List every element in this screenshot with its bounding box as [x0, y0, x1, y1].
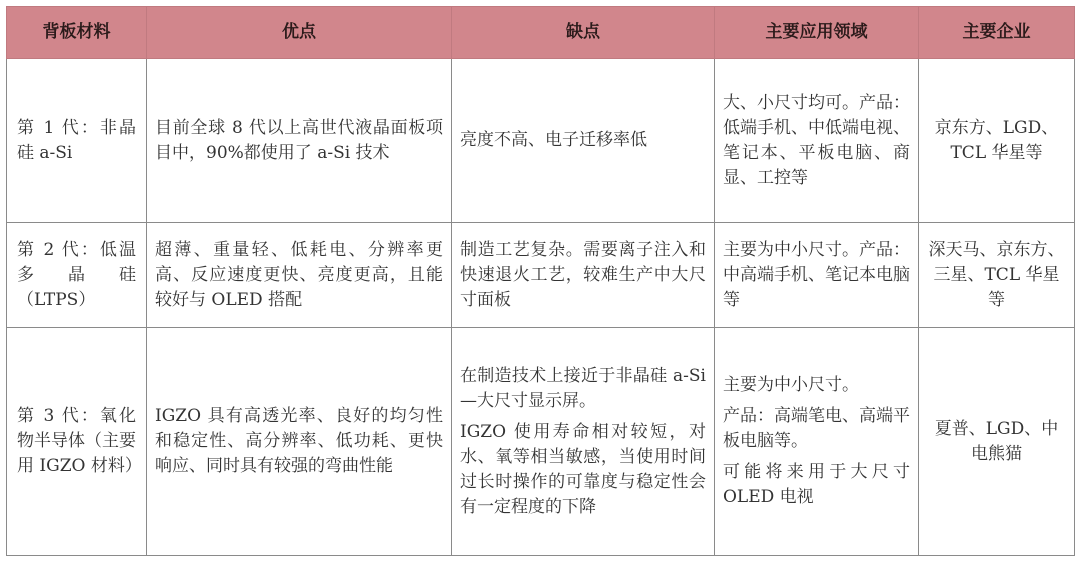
table-row — [7, 223, 1075, 328]
applications-text: 产品：高端笔电、高端平板电脑等。 — [723, 406, 910, 451]
applications-cell — [715, 59, 919, 223]
cons-cell — [452, 328, 715, 556]
cons-text: 亮度不高、电子迁移率低 — [460, 130, 647, 150]
cons-cell — [452, 59, 715, 223]
pros-cell — [147, 59, 452, 223]
applications-cell — [715, 223, 919, 328]
generation-cell: 第 1 代：非晶硅 a-Si — [7, 59, 147, 223]
generation-cell: 第 2 代：低温多晶硅（LTPS） — [7, 223, 147, 328]
pros-cell — [147, 223, 452, 328]
applications-text: 主要为中小尺寸。 — [723, 375, 859, 395]
table-row — [7, 59, 1075, 223]
companies-cell: 京东方、LGD、TCL 华星等 — [919, 59, 1075, 223]
applications-cell — [715, 328, 919, 556]
header-advantages: 优点 — [147, 7, 452, 59]
companies-cell: 夏普、LGD、中电熊猫 — [919, 328, 1075, 556]
pros-text: 目前全球 8 代以上高世代液晶面板项目中，90%都使用了 a-Si 技术 — [155, 117, 443, 163]
pros-text: 超薄、重量轻、低耗电、分辨率更高、反应速度更快、亮度更高，且能较好与 OLED 搭配 — [155, 239, 443, 310]
backplane-material-comparison-table — [6, 6, 1075, 556]
header-main-companies: 主要企业 — [919, 7, 1075, 59]
cons-text: 制造工艺复杂。需要离子注入和快速退火工艺，较难生产中大尺寸面板 — [460, 239, 706, 310]
applications-text: 主要为中小尺寸。产品：中高端手机、笔记本电脑等 — [723, 239, 910, 310]
applications-text: 大、小尺寸均可。产品：低端手机、中低端电视、笔记本、平板电脑、商显、工控等 — [723, 92, 910, 188]
pros-text: IGZO 具有高透光率、良好的均匀性和稳定性、高分辨率、低功耗、更快响应、同时具有较强的弯曲性能 — [155, 406, 443, 476]
cons-text: 在制造技术上接近于非晶硅 a-Si—大尺寸显示屏。 — [460, 365, 706, 411]
header-main-applications: 主要应用领域 — [715, 7, 919, 59]
generation-cell: 第 3 代：氧化物半导体（主要用 IGZO 材料） — [7, 328, 147, 556]
pros-cell — [147, 328, 452, 556]
companies-cell: 深天马、京东方、三星、TCL 华星等 — [919, 223, 1075, 328]
cons-cell — [452, 223, 715, 328]
cons-text: IGZO 使用寿命相对较短，对水、氧等相当敏感，当使用时间过长时操作的可靠度与稳定性会有一定程度的下降 — [460, 421, 706, 517]
header-backplane-material: 背板材料 — [7, 7, 147, 59]
table-row — [7, 328, 1075, 556]
header-disadvantages: 缺点 — [452, 7, 715, 59]
applications-text: 可能将来用于大尺寸 OLED 电视 — [723, 462, 910, 507]
comparison-table-container — [6, 6, 1075, 556]
header-row — [7, 7, 1075, 59]
